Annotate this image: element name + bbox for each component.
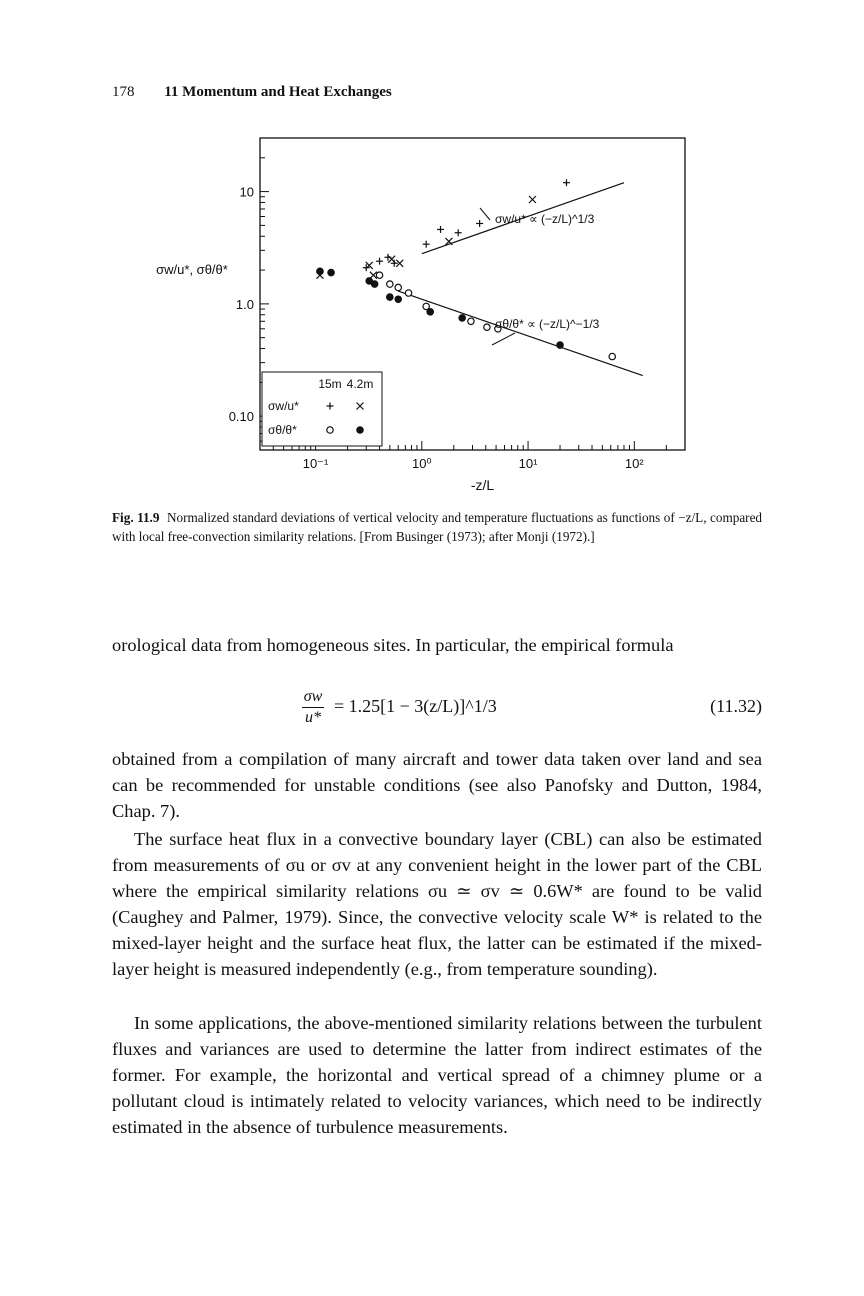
paragraph-3: The surface heat flux in a convective boundary layer (CBL) can also be estimated from measurements of σu or σv at any convenient height in the lower part of the CBL where the empirical similarity relations σu ≃ σv ≃ 0.6W* are found to be valid (Caughey and Palmer, 1979). Since, the convective velocity scale W* is related to the mixed-layer height and the surface heat flux, the latter can be estimated if the mixed-layer height is measured independently (e.g., from temperature sounding).: [112, 829, 762, 979]
equation-number: (11.32): [710, 696, 762, 716]
data-point: [484, 324, 490, 330]
paragraph-1: orological data from homogeneous sites. In particular, the empirical formula: [112, 635, 674, 655]
data-point: [395, 296, 402, 303]
equation-fraction-bar: [302, 707, 324, 708]
data-point: [395, 284, 401, 290]
data-point: [609, 353, 615, 359]
annotation-upper: σw/u* ∝ (−z/L)^1/3: [495, 212, 595, 226]
x-tick-label: 10²: [624, 456, 644, 471]
legend-col1: 15m: [318, 377, 342, 391]
data-point: [557, 342, 564, 349]
paragraph-2: obtained from a compilation of many aircraft and tower data taken over land and sea can be recommended for unstable conditions (see also Panofsky and Dutton, 1984, Chap. 7).: [112, 749, 762, 821]
figure-caption: [112, 508, 762, 546]
data-point: [376, 272, 382, 278]
annotation-lower: σθ/θ* ∝ (−z/L)^−1/3: [495, 317, 600, 331]
equation-11-32: [112, 688, 762, 736]
annotation-lower-pointer: [492, 333, 515, 345]
x-tick-label: 10⁰: [411, 456, 432, 471]
data-point: [371, 281, 378, 288]
data-point: [317, 268, 324, 275]
legend-col2: 4.2m: [346, 377, 374, 391]
paragraph-4: In some applications, the above-mentioned similarity relations between the turbulent fluxes and variances are used to determine the latter from indirect estimates of the former. For example, the horizontal and vertical spread of a chimney plume or a pollutant cloud is intimately related to velocity variances, which need to be indirectly estimated in the absence of turbulence measurements.: [112, 1013, 762, 1137]
equation-rhs: = 1.25[1 − 3(z/L)]^1/3: [334, 696, 497, 716]
legend-marker-filled: [357, 427, 364, 434]
y-tick-label: 1.0: [235, 296, 254, 312]
data-point: [459, 315, 466, 322]
y-tick-label: 10: [239, 184, 254, 200]
page-number: 178: [112, 84, 135, 100]
data-point: [328, 269, 335, 276]
annotation-upper-pointer: [480, 208, 490, 220]
running-title: 11 Momentum and Heat Exchanges: [164, 84, 392, 100]
data-point: [387, 294, 394, 301]
data-point: [468, 318, 474, 324]
legend-marker-open: [327, 427, 333, 433]
x-tick-label: 10⁻¹: [302, 456, 329, 471]
x-tick-label: 10¹: [518, 456, 538, 471]
data-point: [427, 309, 434, 316]
legend-row1-label: σw/u*: [268, 399, 299, 413]
x-axis-label: -z/L: [470, 477, 495, 493]
caption-text: Normalized standard deviations of vertical velocity and temperature fluctuations as functions of −z/L, compared with local free-convection similarity relations. [From Businger (1973); after Monji (1972).]: [112, 510, 763, 544]
scatter-chart: [150, 128, 710, 498]
data-point: [387, 281, 393, 287]
caption-label: Fig. 11.9: [112, 510, 160, 525]
series-4: [317, 268, 564, 348]
y-tick-label: 0.10: [228, 409, 254, 425]
equation-fraction: [302, 688, 324, 727]
series-3: [376, 272, 615, 360]
legend-row2-label: σθ/θ*: [268, 423, 297, 437]
data-point: [405, 290, 411, 296]
y-axis-label: σw/u*, σθ/θ*: [156, 262, 228, 277]
series-2: [316, 196, 536, 279]
equation-numerator: σw: [303, 688, 323, 705]
page-header: [112, 84, 392, 101]
fit-line-2: [398, 291, 642, 375]
equation-denominator: u*: [305, 709, 321, 726]
figure: [150, 128, 710, 498]
